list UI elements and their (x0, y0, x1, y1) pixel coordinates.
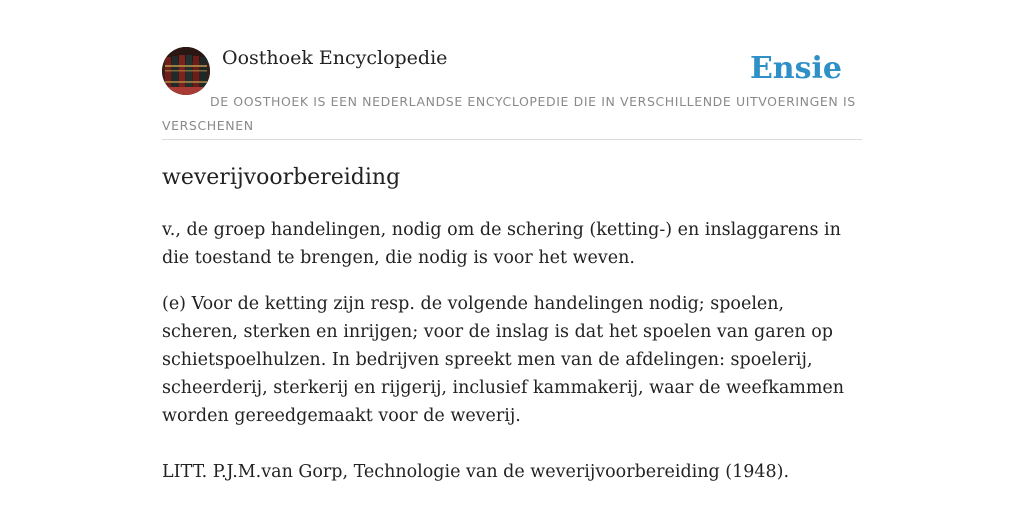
encyclopedia-books-icon[interactable] (162, 47, 210, 95)
page-container (162, 0, 862, 140)
site-tagline: DE OOSTHOEK IS EEN NEDERLANDSE ENCYCLOPEDIE DIE IN VERSCHILLENDE UITVOERINGEN IS VERSCHENEN (162, 94, 856, 133)
header (162, 0, 862, 140)
entry-literature-paragraph: LITT. P.J.M.van Gorp, Technologie van de weverijvoorbereiding (1948). (162, 462, 790, 482)
entry-title: weverijvoorbereiding (162, 165, 401, 190)
entry-definition-paragraph: v., de groep handelingen, nodig om de schering (ketting-) en inslaggarens in die toestand te brengen, die nodig is voor het weven. (162, 220, 841, 268)
entry-explanation-paragraph: (e) Voor de ketting zijn resp. de volgende handelingen nodig; spoelen, scheren, sterken en inrijgen; voor de inslag is dat het spoelen van garen op schietspoelhulzen. In bedrijven spreekt men van de afdelingen: spoelerij, scheerderij, sterkerij en rijgerij, inclusief kammakerij, waar de weefkammen worden gereedgemaakt voor de weverij. (162, 294, 845, 426)
site-name-link[interactable]: Oosthoek Encyclopedie (222, 47, 448, 69)
ensie-logo-link[interactable]: Ensie (749, 51, 842, 86)
